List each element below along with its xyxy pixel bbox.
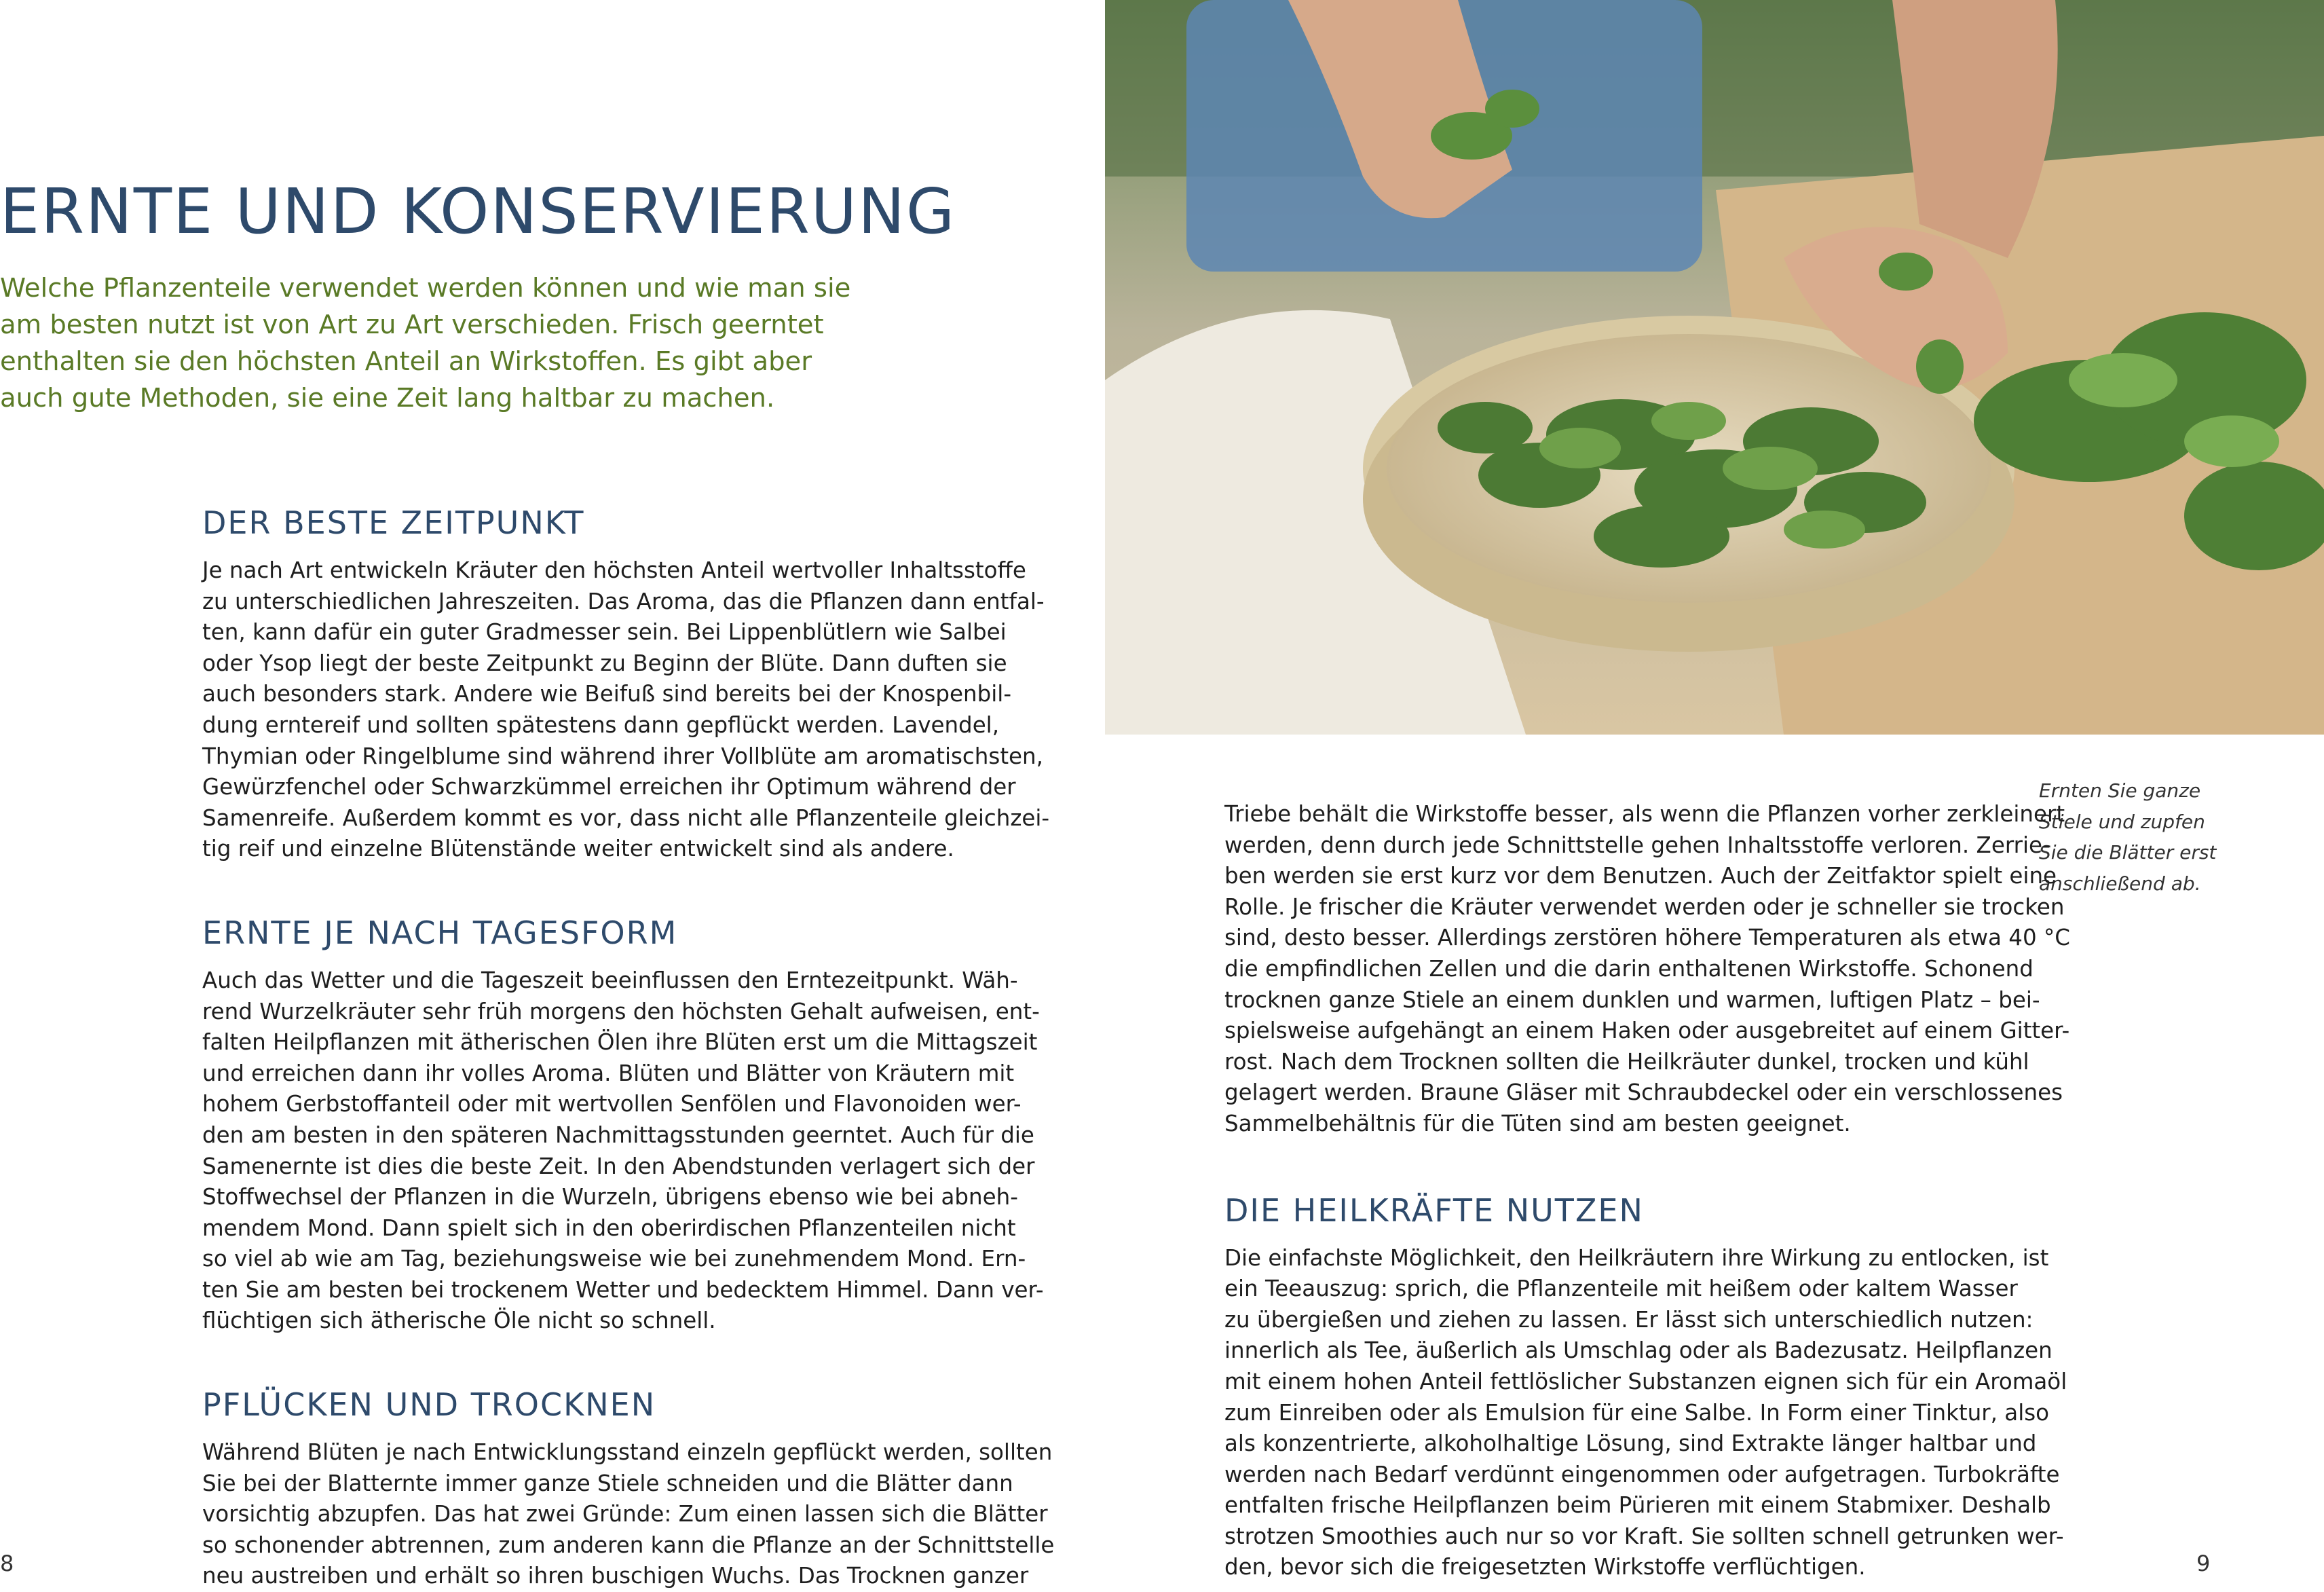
intro-line: am besten nutzt ist von Art zu Art verschieden. Frisch geerntet [0, 310, 824, 340]
body-line: werden nach Bedarf verdünnt eingenommen oder aufgetragen. Turbokräfte [1224, 1461, 2060, 1487]
body-line: den, bevor sich die freigesetzten Wirkstoffe verflüchtigen. [1224, 1554, 1866, 1580]
section-heading: DER BESTE ZEITPUNKT [202, 504, 585, 541]
intro-line: Welche Pflanzenteile verwendet werden können und wie man sie [0, 273, 851, 303]
body-line: ten Sie am besten bei trockenem Wetter und bedecktem Himmel. Dann ver- [202, 1276, 1044, 1303]
right-column [1224, 799, 2070, 1583]
herb-harvest-illustration [1105, 0, 2324, 735]
body-line: zu übergießen und ziehen zu lassen. Er lässt sich unterschiedlich nutzen: [1224, 1306, 2034, 1333]
body-line: ein Teeauszug: sprich, die Pflanzenteile mit heißem oder kaltem Wasser [1224, 1276, 2018, 1302]
caption-line: Ernten Sie ganze [2039, 779, 2201, 802]
body-line: gelagert werden. Braune Gläser mit Schraubdeckel oder ein verschlossenes [1224, 1079, 2063, 1106]
body-line: Samenernte ist dies die beste Zeit. In den Abendstunden verlagert sich der [202, 1153, 1035, 1179]
section-body [1224, 1243, 2067, 1584]
body-line: Auch das Wetter und die Tageszeit beeinflussen den Erntezeitpunkt. Wäh- [202, 967, 1018, 993]
body-line: die empfindlichen Zellen und die darin enthaltenen Wirkstoffe. Schonend [1224, 955, 2034, 982]
page-number-right: 9 [2196, 1551, 2211, 1576]
intro-text [0, 270, 851, 417]
body-line: trocknen ganze Stiele an einem dunklen und warmen, luftigen Platz – bei- [1224, 986, 2040, 1013]
body-line: zu unterschiedlichen Jahreszeiten. Das Aroma, das die Pflanzen dann entfal- [202, 588, 1045, 614]
body-line: Während Blüten je nach Entwicklungsstand einzeln gepflückt werden, sollten [202, 1439, 1053, 1466]
body-line: Sammelbehältnis für die Tüten sind am besten geeignet. [1224, 1110, 1851, 1136]
caption-line: Sie die Blätter erst [2039, 841, 2217, 864]
section-body [202, 965, 1044, 1337]
page-number-left: 8 [0, 1551, 14, 1576]
body-line: neu austreiben und erhält so ihren buschigen Wuchs. Das Trocknen ganzer [202, 1563, 1029, 1589]
body-line: mendem Mond. Dann spielt sich in den oberirdischen Pflanzenteilen nicht [202, 1215, 1016, 1241]
body-line: Die einfachste Möglichkeit, den Heilkräutern ihre Wirkung zu entlocken, ist [1224, 1244, 2049, 1271]
section-heading: DIE HEILKRÄFTE NUTZEN [1224, 1191, 1644, 1229]
section-body [202, 555, 1050, 865]
body-line: innerlich als Tee, äußerlich als Umschlag oder als Badezusatz. Heilpflanzen [1224, 1337, 2053, 1364]
body-line: Thymian oder Ringelblume sind während ihrer Vollblüte am aromatischsten, [202, 743, 1043, 769]
body-line: so schonender abtrennen, zum anderen kann die Pflanze an der Schnittstelle [202, 1532, 1055, 1558]
section-body [202, 1437, 1055, 1592]
body-line: so viel ab wie am Tag, beziehungsweise wie bei zunehmendem Mond. Ern- [202, 1246, 1026, 1272]
body-line: dung erntereif und sollten spätestens dann gepflückt werden. Lavendel, [202, 711, 1000, 738]
body-line: zum Einreiben oder als Emulsion für eine Salbe. In Form einer Tinktur, also [1224, 1399, 2050, 1426]
continued-body [1224, 799, 2070, 1140]
body-line: entfalten frische Heilpflanzen beim Pürieren mit einem Stabmixer. Deshalb [1224, 1492, 2051, 1519]
body-line: sind, desto besser. Allerdings zerstören höhere Temperaturen als etwa 40 °C [1224, 925, 2070, 951]
section-heading: PFLÜCKEN UND TROCKNEN [202, 1386, 656, 1424]
body-line: auch besonders stark. Andere wie Beifuß sind bereits bei der Knospenbil- [202, 681, 1012, 707]
body-line: Samenreife. Außerdem kommt es vor, dass nicht alle Pflanzenteile gleichzei- [202, 804, 1050, 831]
body-line: strotzen Smoothies auch nur so vor Kraft. Sie sollten schnell getrunken wer- [1224, 1523, 2064, 1549]
body-line: mit einem hohen Anteil fettlöslicher Substanzen eignen sich für ein Aromaöl [1224, 1368, 2067, 1394]
left-column [202, 504, 1055, 1592]
body-line: flüchtigen sich ätherische Öle nicht so schnell. [202, 1308, 716, 1334]
body-line: rost. Nach dem Trocknen sollten die Heilkräuter dunkel, trocken und kühl [1224, 1048, 2029, 1075]
body-line: ten, kann dafür ein guter Gradmesser sein. Bei Lippenblütlern wie Salbei [202, 619, 1007, 646]
body-line: rend Wurzelkräuter sehr früh morgens den höchsten Gehalt aufweisen, ent- [202, 998, 1040, 1024]
section-heading: ERNTE JE NACH TAGESFORM [202, 914, 678, 951]
caption-line: Stiele und zupfen [2039, 810, 2205, 833]
body-line: Sie bei der Blatternte immer ganze Stiele schneiden und die Blätter dann [202, 1470, 1013, 1496]
body-line: Rolle. Je frischer die Kräuter verwendet werden oder je schneller sie trocken [1224, 893, 2065, 920]
body-line: hohem Gerbstoffanteil oder mit wertvollen Senfölen und Flavonoiden wer- [202, 1091, 1022, 1117]
body-line: tig reif und einzelne Blütenstände weiter entwickelt sind als andere. [202, 836, 954, 862]
body-line: Gewürzfenchel oder Schwarzkümmel erreichen ihr Optimum während der [202, 774, 1016, 800]
body-line: Je nach Art entwickeln Kräuter den höchsten Anteil wertvoller Inhaltsstoffe [202, 557, 1026, 583]
body-line: vorsichtig abzupfen. Das hat zwei Gründe: Zum einen lassen sich die Blätter [202, 1501, 1048, 1528]
body-line: als konzentrierte, alkoholhaltige Lösung, sind Extrakte länger haltbar und [1224, 1430, 2037, 1457]
body-line: werden, denn durch jede Schnittstelle gehen Inhaltsstoffe verloren. Zerrie- [1224, 832, 2050, 858]
body-line: Stoffwechsel der Pflanzen in die Wurzeln, übrigens ebenso wie bei abneh- [202, 1184, 1018, 1210]
body-line: ben werden sie erst kurz vor dem Benutzen. Auch der Zeitfaktor spielt eine [1224, 863, 2057, 889]
body-line: falten Heilpflanzen mit ätherischen Ölen ihre Blüten erst um die Mittagszeit [202, 1029, 1038, 1056]
page-title: ERNTE UND KONSERVIERUNG [0, 175, 956, 248]
body-line: Triebe behält die Wirkstoffe besser, als wenn die Pflanzen vorher zerkleinert [1224, 801, 2065, 827]
body-line: oder Ysop liegt der beste Zeitpunkt zu Beginn der Blüte. Dann duften sie [202, 650, 1007, 676]
intro-line: auch gute Methoden, sie eine Zeit lang haltbar zu machen. [0, 383, 775, 413]
body-line: den am besten in den späteren Nachmittagsstunden geerntet. Auch für die [202, 1122, 1034, 1148]
body-line: spielsweise aufgehängt an einem Haken oder ausgebreitet auf einem Gitter- [1224, 1018, 2070, 1044]
intro-line: enthalten sie den höchsten Anteil an Wirkstoffen. Es gibt aber [0, 346, 812, 377]
herb-harvest-photo [1105, 0, 2324, 735]
caption-line: anschließend ab. [2039, 872, 2201, 895]
photo-caption [2039, 775, 2215, 899]
body-line: und erreichen dann ihr volles Aroma. Blüten und Blätter von Kräutern mit [202, 1060, 1015, 1086]
